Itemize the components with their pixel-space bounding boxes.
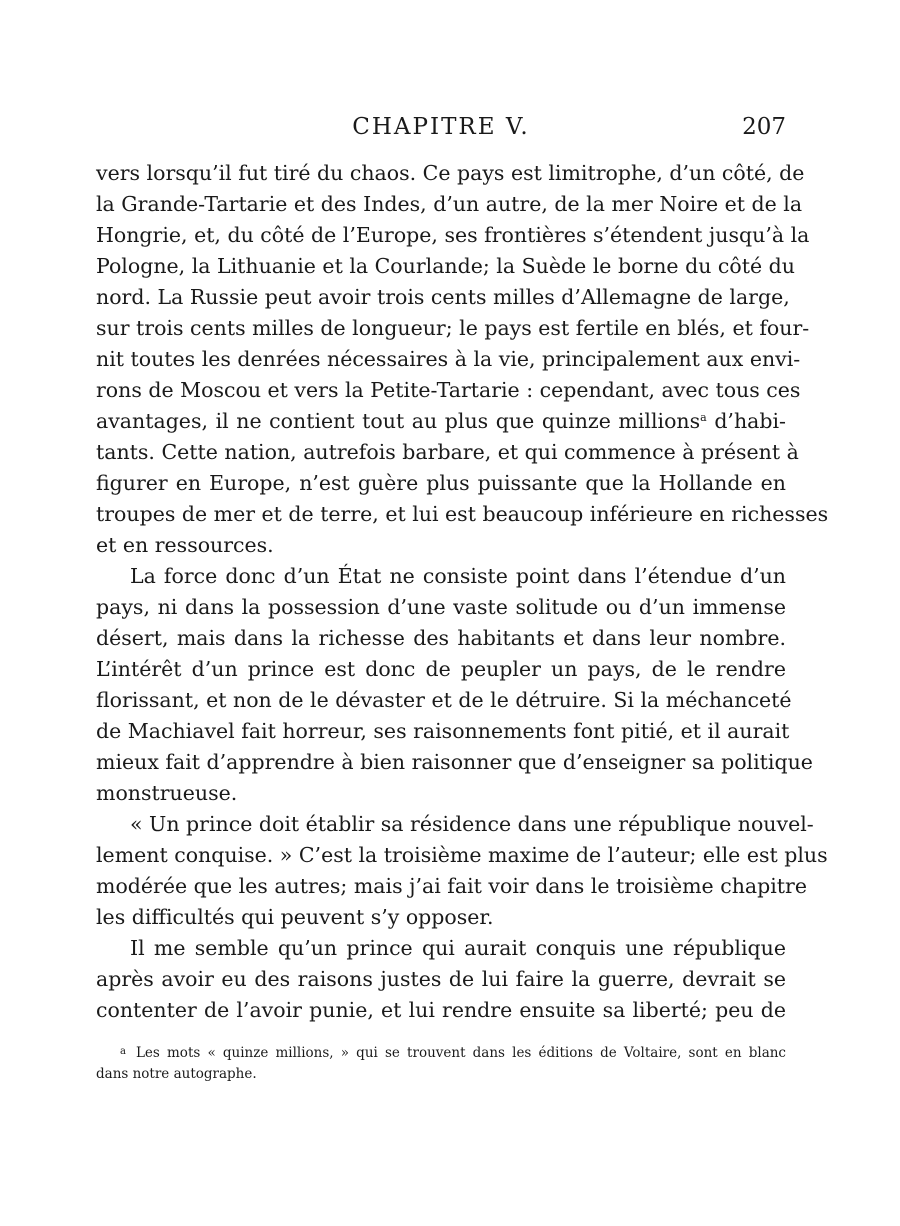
footnote-reference[interactable]: a: [700, 411, 707, 424]
body-text: [96, 158, 829, 1026]
text-line: troupes de mer et de terre, et lui est beaucoup inférieure en richesses: [96, 502, 829, 526]
text-line: florissant, et non de le dévaster et de le détruire. Si la méchanceté: [96, 688, 792, 712]
footnote: [96, 1040, 786, 1086]
text-line: désert, mais dans la richesse des habitants et dans leur nombre.: [96, 626, 786, 650]
text-line: nord. La Russie peut avoir trois cents milles d’Allemagne de large,: [96, 285, 790, 309]
text-line: rons de Moscou et vers la Petite-Tartarie : cependant, avec tous ces: [96, 378, 801, 402]
footnote-line: [96, 1040, 786, 1063]
text-line: tants. Cette nation, autrefois barbare, et qui commence à présent à: [96, 440, 799, 464]
text-line: la Grande-Tartarie et des Indes, d’un autre, de la mer Noire et de la: [96, 192, 803, 216]
text-line: L’intérêt d’un prince est donc de peupler un pays, de le rendre: [96, 657, 786, 681]
text-line: Pologne, la Lithuanie et la Courlande; la Suède le borne du côté du: [96, 254, 795, 278]
text-line: et en ressources.: [96, 533, 274, 557]
text-line: nit toutes les denrées nécessaires à la vie, principalement aux envi-: [96, 347, 801, 371]
text-line: après avoir eu des raisons justes de lui faire la guerre, devrait se: [96, 967, 786, 991]
footnote-line: dans notre autographe.: [96, 1066, 257, 1082]
text-line: lement conquise. » C’est la troisième maxime de l’auteur; elle est plus: [96, 843, 828, 867]
text-line: de Machiavel fait horreur, ses raisonnements font pitié, et il aurait: [96, 719, 790, 743]
text-line: vers lorsqu’il fut tiré du chaos. Ce pays est limitrophe, d’un côté, de: [96, 161, 805, 185]
text-line: pays, ni dans la possession d’une vaste solitude ou d’un immense: [96, 595, 786, 619]
text-line: mieux fait d’apprendre à bien raisonner que d’enseigner sa politique: [96, 750, 813, 774]
text-line: figurer en Europe, n’est guère plus puissante que la Hollande en: [96, 471, 786, 495]
text-line-with-footnote: [96, 406, 786, 437]
text-line: Hongrie, et, du côté de l’Europe, ses frontières s’étendent jusqu’à la: [96, 223, 810, 247]
footnote-text: Les mots « quinze millions, » qui se trouvent dans les éditions de Voltaire, sont en blanc: [135, 1045, 786, 1061]
text-fragment: d’habi-: [714, 409, 786, 433]
running-head: [96, 114, 786, 144]
text-line: La force donc d’un État ne consiste point dans l’étendue d’un: [130, 564, 786, 588]
text-line: monstrueuse.: [96, 781, 238, 805]
page-number: 207: [742, 114, 786, 140]
text-line: contenter de l’avoir punie, et lui rendre ensuite sa liberté; peu de: [96, 998, 786, 1022]
text-fragment: avantages, il ne contient tout au plus que quinze millions: [96, 409, 701, 433]
text-line: les difficultés qui peuvent s’y opposer.: [96, 905, 494, 929]
chapter-title: CHAPITRE V.: [352, 114, 530, 140]
footnote-marker: a: [120, 1046, 126, 1057]
text-line: « Un prince doit établir sa résidence dans une république nouvel-: [130, 812, 814, 836]
text-line: Il me semble qu’un prince qui aurait conquis une république: [130, 936, 786, 960]
text-line: modérée que les autres; mais j’ai fait voir dans le troisième chapitre: [96, 874, 807, 898]
text-line: sur trois cents milles de longueur; le pays est fertile en blés, et four-: [96, 316, 810, 340]
